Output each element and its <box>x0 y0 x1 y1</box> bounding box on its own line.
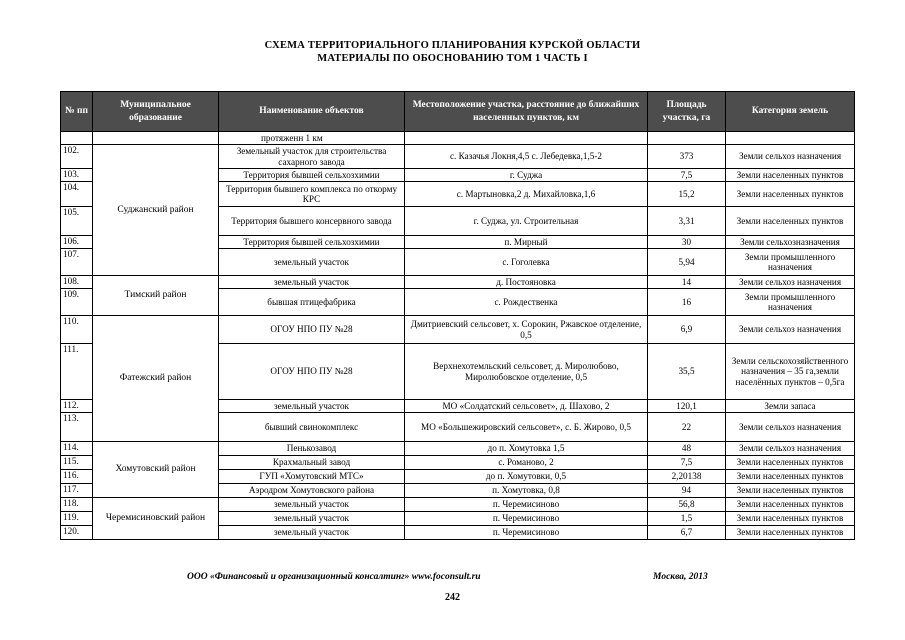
table-row <box>61 316 855 344</box>
area: 373 <box>648 145 726 169</box>
row-num: 117. <box>61 484 93 498</box>
area: 6,9 <box>648 316 726 344</box>
area: 7,5 <box>648 456 726 470</box>
object-name: Территория бывшего комплекса по откорму КРС <box>219 182 405 207</box>
object-name: бывшая птицефабрика <box>219 289 405 316</box>
land-category: Земли промышленного назначения <box>726 249 855 276</box>
row-num: 107. <box>61 249 93 276</box>
municipality-tim: Тимский район <box>93 276 219 316</box>
object-name: Крахмальный завод <box>219 456 405 470</box>
location: с. Гоголевка <box>405 249 648 276</box>
object-name: земельный участок <box>219 498 405 512</box>
row-num: 120. <box>61 526 93 540</box>
municipality-cheremisinovo: Черемисиновский район <box>93 498 219 540</box>
location: до п. Хомутовка 1,5 <box>405 442 648 456</box>
object-name: Территория бывшего консервного завода <box>219 207 405 236</box>
row-num: 102. <box>61 145 93 169</box>
area: 94 <box>648 484 726 498</box>
document-title: СХЕМА ТЕРРИТОРИАЛЬНОГО ПЛАНИРОВАНИЯ КУРСКОЙ ОБЛАСТИ <box>264 40 641 51</box>
header-num: № пп <box>61 92 93 132</box>
object-name: Территория бывшей сельхозхимии <box>219 236 405 249</box>
page-number: 242 <box>445 592 460 603</box>
object-name: Земельный участок для строительства сахарного завода <box>219 145 405 169</box>
location: с. Мартыновка,2 д. Михайловка,1,6 <box>405 182 648 207</box>
land-category: Земли сельхоз назначения <box>726 145 855 169</box>
area: 7,5 <box>648 169 726 182</box>
table-row <box>61 145 855 169</box>
land-category: Земли населенных пунктов <box>726 207 855 236</box>
object-name: земельный участок <box>219 512 405 526</box>
location: Верхнехотемльский сельсовет, д. Миролюбово, Миролюбовское отделение, 0,5 <box>405 344 648 400</box>
row-num: 104. <box>61 182 93 207</box>
land-category: Земли населенных пунктов <box>726 182 855 207</box>
row-num: 112. <box>61 400 93 413</box>
row-num: 119. <box>61 512 93 526</box>
object-name: земельный участок <box>219 276 405 289</box>
area: 2,20138 <box>648 470 726 484</box>
location: с. Казачья Локня,4,5 с. Лебедевка,1,5-2 <box>405 145 648 169</box>
area: 6,7 <box>648 526 726 540</box>
land-category: Земли населенных пунктов <box>726 526 855 540</box>
area: 30 <box>648 236 726 249</box>
header-area: Площадь участка, га <box>648 92 726 132</box>
row-num: 118. <box>61 498 93 512</box>
row-num: 114. <box>61 442 93 456</box>
header-location: Местоположение участка, расстояние до ближайших населенных пунктов, км <box>405 92 648 132</box>
row-num: 103. <box>61 169 93 182</box>
land-category: Земли населенных пунктов <box>726 512 855 526</box>
location: д. Постояновка <box>405 276 648 289</box>
land-category: Земли сельхоз назначения <box>726 442 855 456</box>
location: с. Романово, 2 <box>405 456 648 470</box>
location: до п. Хомутовки, 0,5 <box>405 470 648 484</box>
row-num: 108. <box>61 276 93 289</box>
land-category: Земли сельхоз назначения <box>726 316 855 344</box>
object-name: бывший свинокомплекс <box>219 413 405 442</box>
row-num: 111. <box>61 344 93 400</box>
location: п. Черемисиново <box>405 498 648 512</box>
municipality-sudzha: Суджанский район <box>93 145 219 276</box>
land-category: Земли населенных пунктов <box>726 498 855 512</box>
location: МО «Большежировский сельсовет», с. Б. Жирово, 0,5 <box>405 413 648 442</box>
table-row <box>61 442 855 456</box>
area: 48 <box>648 442 726 456</box>
object-name: земельный участок <box>219 526 405 540</box>
object-name: Территория бывшей сельхозхимии <box>219 169 405 182</box>
object-name: земельный участок <box>219 400 405 413</box>
land-category: Земли запаса <box>726 400 855 413</box>
area: 14 <box>648 276 726 289</box>
land-category: Земли сельскохозяйственного назначения – 35 га,земли населённых пунктов – 0,5га <box>726 344 855 400</box>
location: МО «Солдатский сельсовет», д. Шахово, 2 <box>405 400 648 413</box>
land-category: Земли промышленного назначения <box>726 289 855 316</box>
location: п. Черемисиново <box>405 526 648 540</box>
location: г. Суджа <box>405 169 648 182</box>
land-category: Земли населенных пунктов <box>726 169 855 182</box>
location: Дмитриевский сельсовет, х. Сорокин, Ржавское отделение, 0,5 <box>405 316 648 344</box>
document-subtitle: МАТЕРИАЛЫ ПО ОБОСНОВАНИЮ ТОМ 1 ЧАСТЬ I <box>317 53 588 64</box>
table-row <box>61 132 855 145</box>
row-num: 106. <box>61 236 93 249</box>
location: п. Черемисиново <box>405 512 648 526</box>
area: 22 <box>648 413 726 442</box>
area: 35,5 <box>648 344 726 400</box>
objects-table <box>60 91 855 540</box>
continuation-text: протяженн 1 км <box>219 132 405 145</box>
location: с. Рождественка <box>405 289 648 316</box>
table-row <box>61 276 855 289</box>
row-num: 115. <box>61 456 93 470</box>
object-name: ОГОУ НПО ПУ №28 <box>219 344 405 400</box>
location: г. Суджа, ул. Строительная <box>405 207 648 236</box>
municipality-fatezh: Фатежский район <box>93 316 219 442</box>
object-name: ОГОУ НПО ПУ №28 <box>219 316 405 344</box>
footer-company: ООО «Финансовый и организационный консалтинг» www.foconsult.ru <box>187 572 481 582</box>
row-num: 110. <box>61 316 93 344</box>
area: 1,5 <box>648 512 726 526</box>
area: 3,31 <box>648 207 726 236</box>
table-row <box>61 498 855 512</box>
land-category: Земли населенных пунктов <box>726 456 855 470</box>
object-name: ГУП «Хомутовский МТС» <box>219 470 405 484</box>
land-category: Земли населенных пунктов <box>726 484 855 498</box>
area: 15,2 <box>648 182 726 207</box>
land-category: Земли сельхоз назначения <box>726 276 855 289</box>
row-num: 116. <box>61 470 93 484</box>
row-num: 113. <box>61 413 93 442</box>
area: 16 <box>648 289 726 316</box>
row-num: 105. <box>61 207 93 236</box>
area: 120,1 <box>648 400 726 413</box>
header-category: Категория земель <box>726 92 855 132</box>
object-name: Пенькозавод <box>219 442 405 456</box>
table-header-row <box>61 92 855 132</box>
header-municipality: Муниципальное образование <box>93 92 219 132</box>
header-object-name: Наименование объектов <box>219 92 405 132</box>
area: 56,8 <box>648 498 726 512</box>
location: п. Хомутовка, 0,8 <box>405 484 648 498</box>
municipality-khomutovka: Хомутовский район <box>93 442 219 498</box>
land-category: Земли сельхозназначения <box>726 236 855 249</box>
location: п. Мирный <box>405 236 648 249</box>
object-name: Аэродром Хомутовского района <box>219 484 405 498</box>
footer-city-year: Москва, 2013 <box>653 572 708 582</box>
object-name: земельный участок <box>219 249 405 276</box>
row-num: 109. <box>61 289 93 316</box>
area: 5,94 <box>648 249 726 276</box>
land-category: Земли сельхоз назначения <box>726 413 855 442</box>
land-category: Земли населенных пунктов <box>726 470 855 484</box>
